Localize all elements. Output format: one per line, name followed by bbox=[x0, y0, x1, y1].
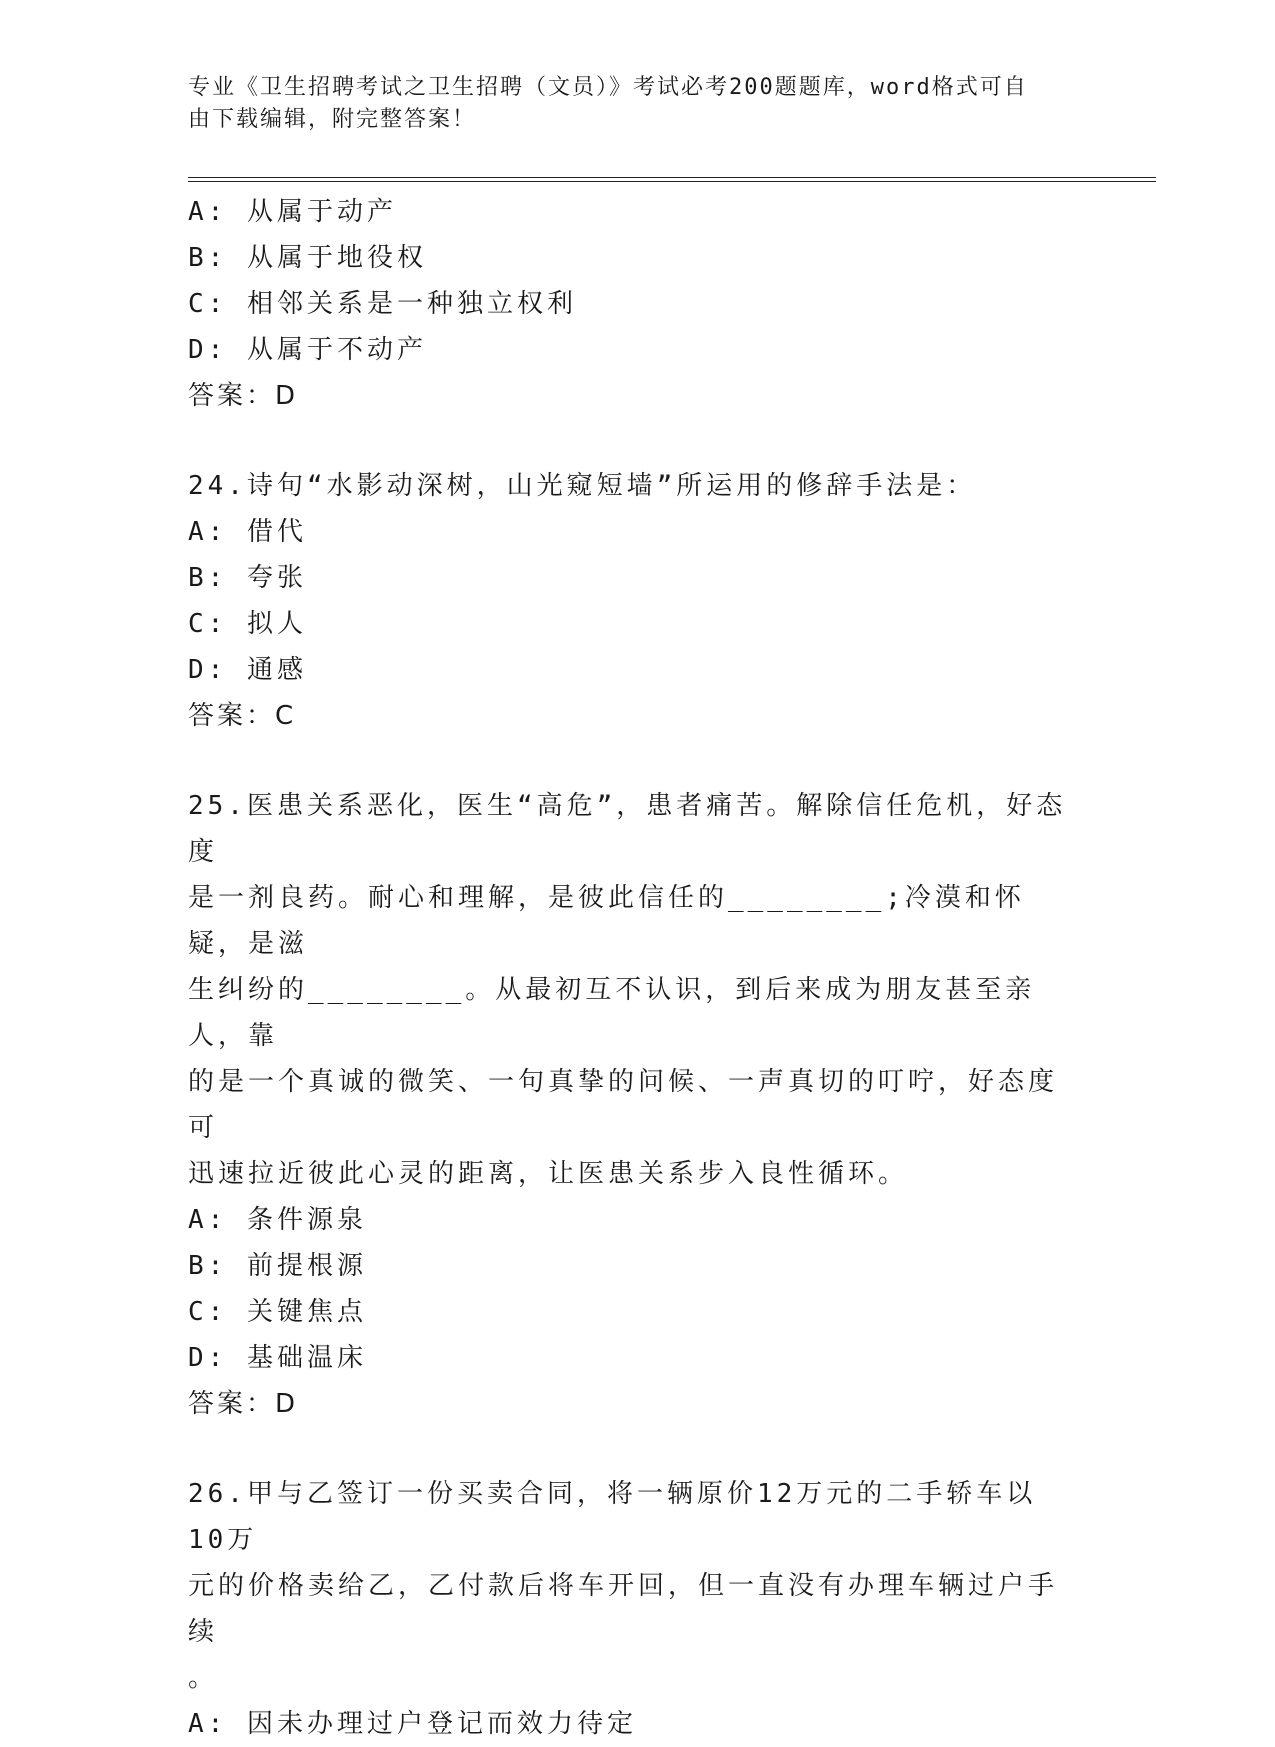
option-a: A: 因未办理过户登记而效力待定 bbox=[188, 1709, 637, 1739]
answer-line: 答案：D bbox=[188, 381, 299, 411]
question-text: 26.甲与乙签订一份买卖合同，将一辆原价12万元的二手轿车以10万 元的价格卖给乙，乙付款后将车开回，但一直没有办理车辆过户手续 。 bbox=[188, 1479, 1059, 1693]
option-d: D: 通感 bbox=[188, 655, 307, 685]
question-25 bbox=[188, 783, 1088, 1427]
option-b: B: 前提根源 bbox=[188, 1251, 367, 1281]
option-c: C: 相邻关系是一种独立权利 bbox=[188, 289, 577, 319]
option-d: D: 基础温床 bbox=[188, 1343, 367, 1373]
option-c: C: 拟人 bbox=[188, 609, 307, 639]
answer-line: 答案：C bbox=[188, 701, 297, 731]
question-24 bbox=[188, 463, 1088, 739]
option-a: A: 借代 bbox=[188, 517, 307, 547]
option-a: A: 条件源泉 bbox=[188, 1205, 367, 1235]
question-23 bbox=[188, 189, 1088, 419]
answer-line: 答案：D bbox=[188, 1389, 299, 1419]
option-b: B: 夸张 bbox=[188, 563, 307, 593]
question-text: 24.诗句“水影动深树，山光窥短墙”所运用的修辞手法是： bbox=[188, 471, 977, 501]
document-header: 专业《卫生招聘考试之卫生招聘（文员）》考试必考200题题库，word格式可自 由下载编辑，附完整答案！ bbox=[188, 75, 1028, 132]
option-a: A: 从属于动产 bbox=[188, 197, 397, 227]
question-text: 25.医患关系恶化，医生“高危”，患者痛苦。解除信任危机，好态度 是一剂良药。耐心和理解，是彼此信任的________;冷漠和怀疑，是滋 生纠纷的________。从最初互不认识，到后来成为朋友甚至亲人，靠 的是一个真诚的微笑、一句真挚的问候、一声真切的叮咛，好态度可 迅速拉近彼此心灵的距离，让医患关系步入良性循环。 bbox=[188, 791, 1067, 1189]
option-c: C: 关键焦点 bbox=[188, 1297, 367, 1327]
question-list bbox=[188, 189, 1088, 1747]
header-divider bbox=[188, 177, 1156, 182]
option-b: B: 从属于地役权 bbox=[188, 243, 427, 273]
option-d: D: 从属于不动产 bbox=[188, 335, 427, 365]
question-26 bbox=[188, 1471, 1088, 1747]
